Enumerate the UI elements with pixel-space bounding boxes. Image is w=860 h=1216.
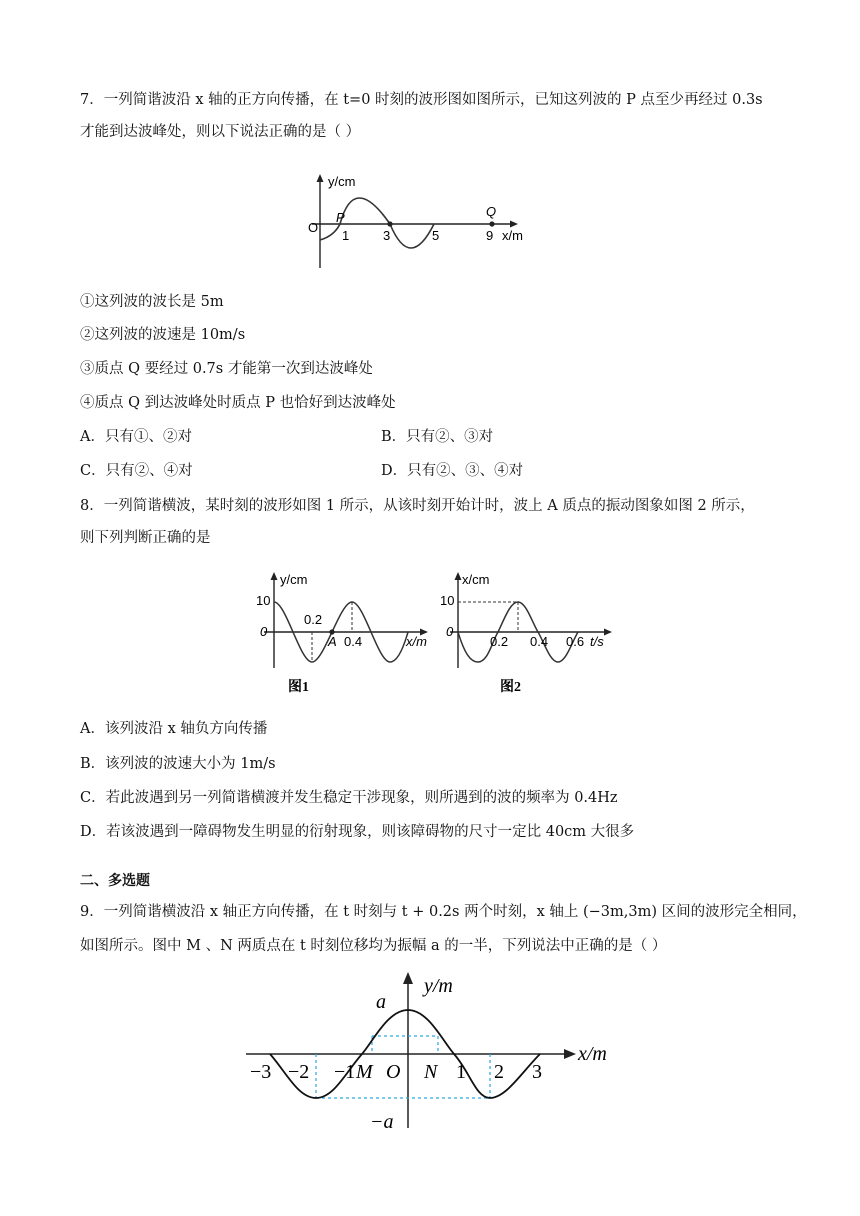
q8-stem-line1: 8．一列简谐横波，某时刻的波形如图 1 所示，从该时刻开始计时，波上 A 质点的振动图象如图 2 所示， <box>80 498 755 514</box>
q8-option-b: B．该列波的波速大小为 1m/s <box>80 756 276 772</box>
q7-statement-2: ②这列波的波速是 10m/s <box>80 327 246 343</box>
q8f2-y-label: x/cm <box>462 572 490 587</box>
q7-option-d: D．只有②、③、④对 <box>381 463 524 479</box>
q8f2-tick-06: 0.6 <box>566 634 585 649</box>
q9-stem-line2: 如图所示。图中 M 、N 两质点在 t 时刻位移均为振幅 a 的一半，下列说法中正确的是（ ） <box>80 938 667 954</box>
q9-tick-n2: −2 <box>288 1061 310 1083</box>
q8-option-c: C．若此波遇到另一列简谐横渡并发生稳定干涉现象，则所遇到的波的频率为 0.4Hz <box>80 790 618 806</box>
q8f2-y10: 10 <box>440 593 455 608</box>
q9-x-label: x/m <box>578 1043 607 1065</box>
q7-p-label: P <box>336 210 345 225</box>
q7-x-arrow <box>510 221 518 228</box>
q9-tick-1: 1 <box>456 1061 466 1083</box>
q8f1-tick-04: 0.4 <box>344 634 363 649</box>
q7-statement-3: ③质点 Q 要经过 0.7s 才能第一次到达波峰处 <box>80 361 373 377</box>
q9-stem-line1: 9．一列简谐横波沿 x 轴正方向传播，在 t 时刻与 t + 0.2s 两个时刻，x 轴上 (−3m,3m) 区间的波形完全相同， <box>80 904 807 920</box>
q7-statement-1: ①这列波的波长是 5m <box>80 294 224 310</box>
q8-option-d: D．若该波遇到一障碍物发生明显的衍射现象，则该障碍物的尺寸一定比 40cm 大很多 <box>80 824 635 840</box>
q8f2-origin: 0 <box>446 624 454 639</box>
q7-y-arrow <box>317 174 324 182</box>
q9-origin: O <box>386 1061 401 1083</box>
q7-option-c: C．只有②、④对 <box>80 463 193 479</box>
q8f1-a-label: A <box>328 634 337 649</box>
q7-q-point <box>489 221 494 226</box>
q9-n-label: N <box>424 1061 438 1083</box>
q7-origin: O <box>308 220 319 235</box>
q7-wave-figure <box>292 170 532 274</box>
q8f1-caption: 图1 <box>288 680 309 695</box>
q7-y-label: y/cm <box>328 174 356 189</box>
q8f2-x-label: t/s <box>590 634 604 649</box>
q9-m-label: M <box>356 1061 373 1083</box>
q7-option-b: B．只有②、③对 <box>381 429 494 445</box>
q8f1-y-label: y/cm <box>280 572 308 587</box>
q8f1-x-label: x/m <box>406 634 427 649</box>
q9-tick-2: 2 <box>494 1061 504 1083</box>
section-title: 二、多选题 <box>80 873 150 889</box>
q8f1-origin: 0 <box>260 624 268 639</box>
q9-y-label: y/m <box>424 975 453 997</box>
q8-figure-2 <box>438 568 616 698</box>
q8-figure-1 <box>244 568 434 698</box>
q9-a-label: a <box>376 991 386 1013</box>
q8f2-tick-02: 0.2 <box>490 634 509 649</box>
q7-q-label: Q <box>486 204 497 219</box>
q9-neg-a-label: −a <box>370 1111 394 1132</box>
q9-tick-3: 3 <box>532 1061 542 1083</box>
q7-option-a: A．只有①、②对 <box>80 429 192 445</box>
q8f1-tick-02: 0.2 <box>304 612 323 627</box>
q8f2-tick-04: 0.4 <box>530 634 549 649</box>
q7-tick-9: 9 <box>486 228 494 243</box>
q8f2-caption: 图2 <box>500 680 521 695</box>
q7-stem-line1: 7．一列简谐波沿 x 轴的正方向传播，在 t=0 时刻的波形图如图所示，已知这列波的 P 点至少再经过 0.3s <box>80 92 763 108</box>
q9-wave-figure <box>240 968 630 1132</box>
q7-x-label: x/m <box>502 228 523 243</box>
q7-node-point <box>387 221 392 226</box>
q8-option-a: A．该列波沿 x 轴负方向传播 <box>80 721 268 737</box>
q8f1-y10: 10 <box>256 593 271 608</box>
q7-tick-1: 1 <box>342 228 350 243</box>
q7-tick-5: 5 <box>432 228 440 243</box>
q8-stem-line2: 则下列判断正确的是 <box>80 530 211 546</box>
q7-tick-3: 3 <box>383 228 391 243</box>
q7-statement-4: ④质点 Q 到达波峰处时质点 P 也恰好到达波峰处 <box>80 395 396 411</box>
q9-tick-n3: −3 <box>250 1061 272 1083</box>
q9-tick-n1: −1 <box>334 1061 356 1083</box>
q7-stem-line2: 才能到达波峰处，则以下说法正确的是（ ） <box>80 124 361 140</box>
